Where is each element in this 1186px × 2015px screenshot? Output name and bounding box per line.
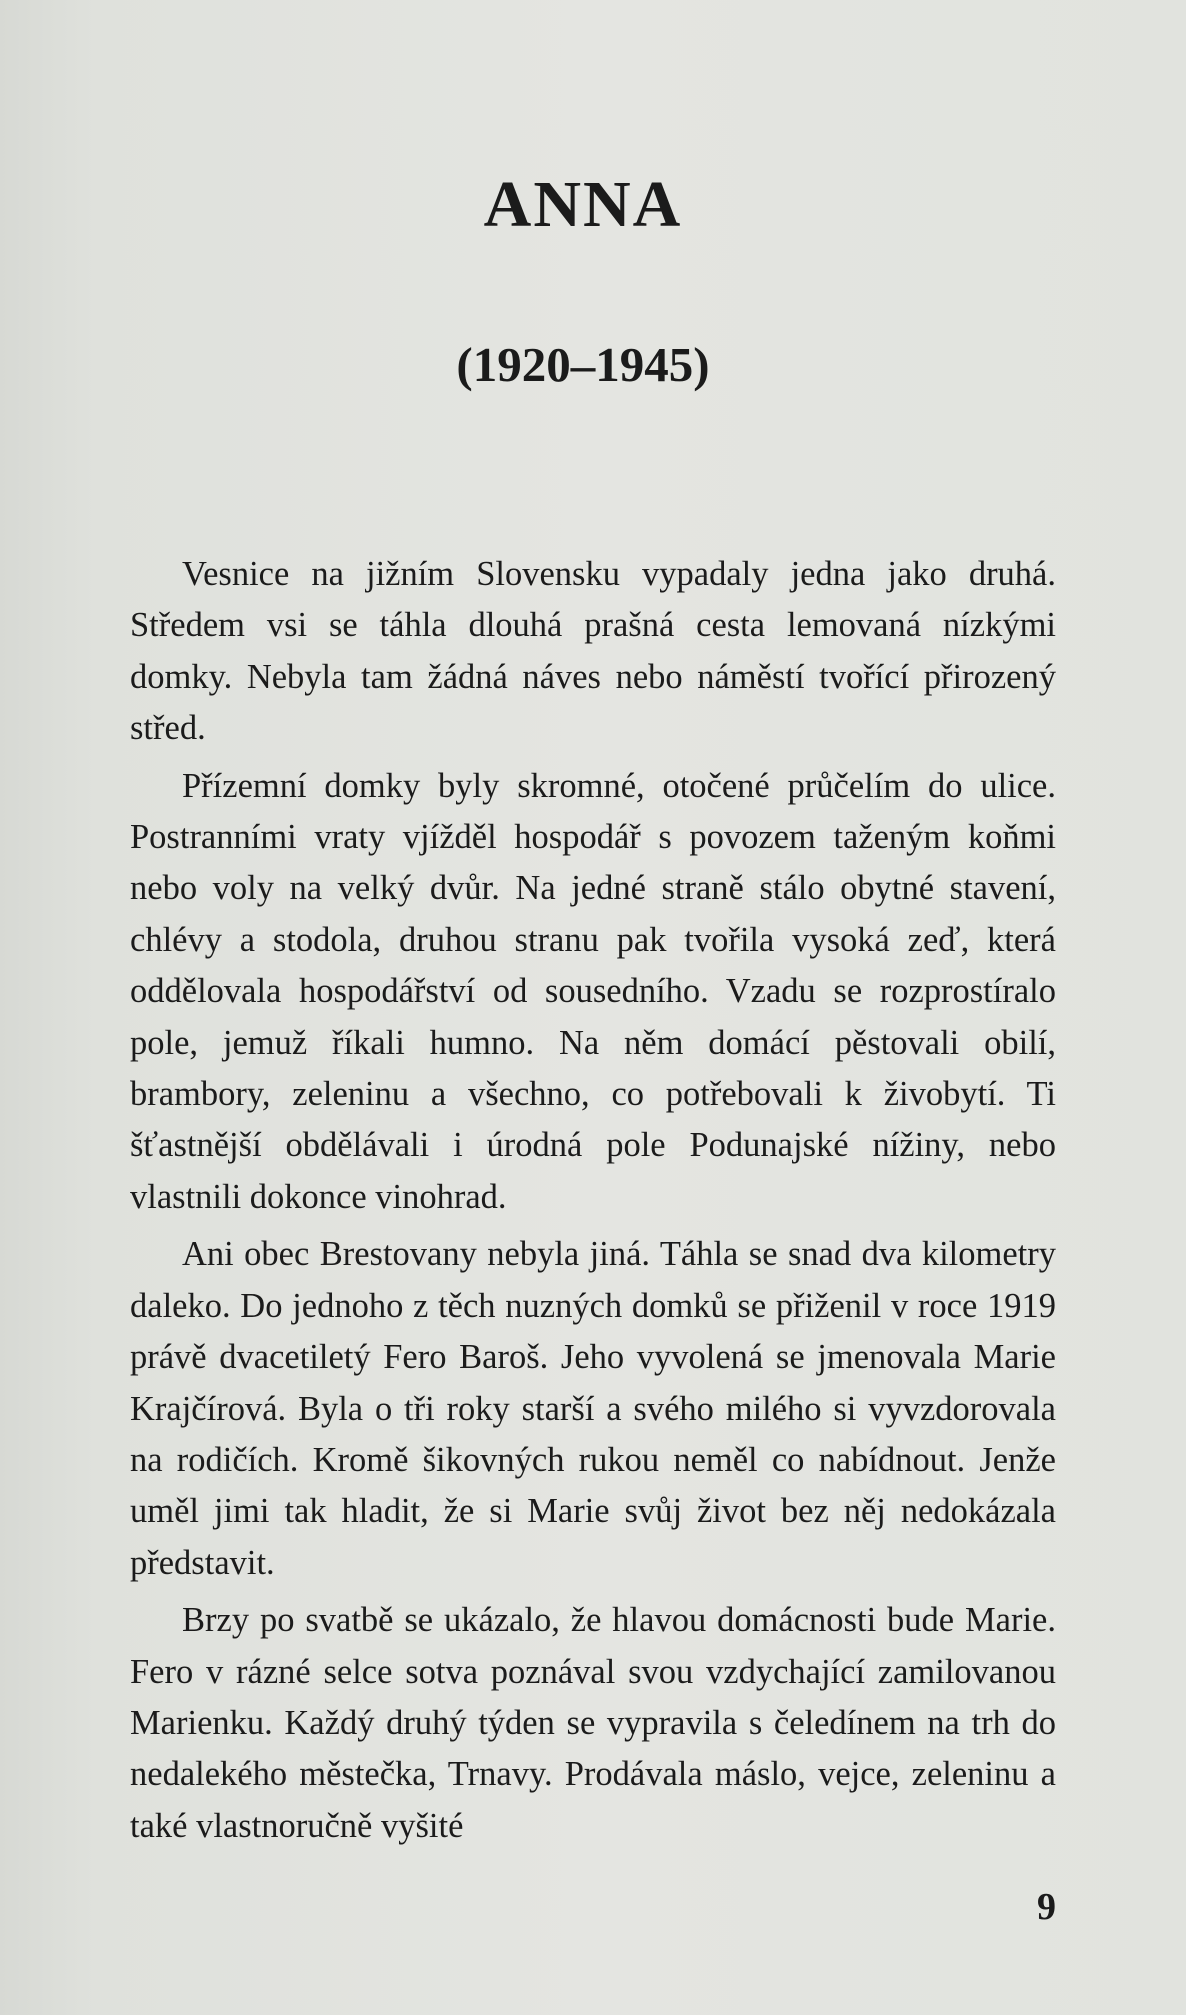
- body-text: [130, 549, 1056, 1852]
- paragraph-4: Brzy po svatbě se ukázalo, že hlavou domácnosti bude Marie. Fero v rázné selce sotva poznával svou vzdychající zamilovanou Marienku. Každý druhý týden se vypravila s čeledínem na trh do nedalekého městečka, Trnavy. Prodávala máslo, vejce, zeleninu a také vlastnoručně vyšité: [130, 1601, 1056, 1845]
- paragraph-2: Přízemní domky byly skromné, otočené průčelím do ulice. Postranními vraty vjížděl hospodář s povozem taženým koňmi nebo voly na velký dvůr. Na jedné straně stálo obytné stavení, chlévy a stodola, druhou stranu pak tvořila vysoká zeď, která oddělovala hospodářství od sousedního. Vzadu se rozprostíralo pole, jemuž říkali humno. Na něm domácí pěstovali obilí, brambory, zeleninu a všechno, co potřebovali k živobytí. Ti šťastnější obdělávali i úrodná pole Podunajské nížiny, nebo vlastnili dokonce vinohrad.: [130, 766, 1056, 1216]
- paragraph-3: Ani obec Brestovany nebyla jiná. Táhla se snad dva kilometry daleko. Do jednoho z těch nuzných domků se přiženil v roce 1919 právě dvacetiletý Fero Baroš. Jeho vyvolená se jmenovala Marie Krajčírová. Byla o tři roky starší a svého milého si vyvzdorovala na rodičích. Kromě šikovných rukou neměl co nabídnout. Jenže uměl jimi tak hladit, že si Marie svůj život bez něj nedokázala představit.: [130, 1235, 1056, 1582]
- chapter-title: ANNA: [483, 168, 683, 241]
- paragraph-1: Vesnice na jižním Slovensku vypadaly jedna jako druhá. Středem vsi se táhla dlouhá prašná cesta lemovaná nízkými domky. Nebyla tam žádná náves nebo náměstí tvořící přirozený střed.: [130, 555, 1056, 748]
- page-number: 9: [1037, 1886, 1056, 1928]
- chapter-dates: (1920–1945): [456, 337, 710, 392]
